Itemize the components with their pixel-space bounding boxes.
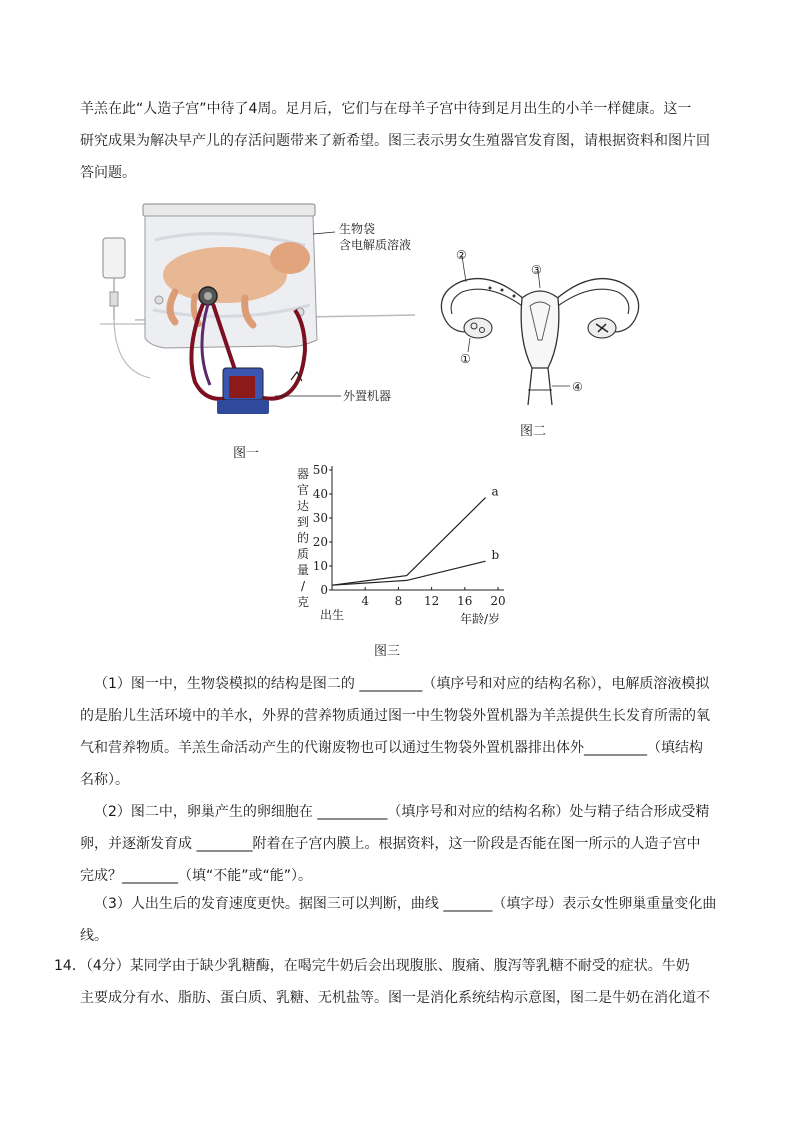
y-tick-label: 20: [312, 535, 328, 549]
x-tick-label: 12: [423, 594, 440, 608]
q2-line-1: （2）图二中，卵巢产生的卵细胞在 __________（填序号和对应的结构名称）处与精子结合形成受精: [94, 804, 710, 820]
y-tick-label: 0: [320, 583, 328, 597]
y-tick-label: 30: [312, 511, 328, 525]
intro-paragraph: [80, 93, 720, 189]
figure-3: [290, 462, 530, 662]
intro-line-1: 羊羔在此“人造子宫”中待了4周。足月后，它们与在母羊子宫中待到足月出生的小羊一样健康。这一: [80, 101, 692, 117]
series-label-b: b: [491, 548, 500, 563]
y-axis-label: 器 官 达 到 的 质 量 / 克: [296, 467, 309, 609]
intro-line-3: 答问题。: [80, 165, 136, 181]
q3-line-1: （3）人出生后的发育速度更快。据图三可以判断，曲线 _______（填字母）表示女性卵巢重量变化曲: [94, 896, 717, 912]
marker-2: ②: [456, 248, 467, 262]
series-line-a: [332, 498, 486, 586]
growth-chart: [290, 462, 530, 632]
intro-line-2: 研究成果为解决早产儿的存活问题带来了新希望。图三表示男女生殖器官发育图，请根据资料和图片回: [80, 133, 710, 149]
marker-3: ③: [531, 263, 542, 277]
figure-2-caption: 图二: [520, 424, 547, 439]
figure-2: [430, 240, 650, 440]
q2-line-2: 卵，并逐渐发育成 ________附着在子宫内膜上。根据资料，这一阶段是否能在图一所示的人造子宫中: [80, 836, 701, 852]
q3-line-2: 线。: [80, 928, 108, 944]
label-electrolyte: 含电解质溶液: [339, 238, 412, 252]
question-2: [80, 796, 720, 892]
figure-1-caption: 图一: [233, 446, 260, 461]
label-bio-bag: 生物袋: [339, 222, 376, 236]
x-tick-label: 8: [394, 594, 403, 608]
marker-4: ④: [572, 380, 583, 394]
series-label-a: a: [491, 484, 499, 499]
x-tick-label: 20: [490, 594, 506, 608]
figure-1: [95, 200, 415, 461]
y-tick-label: 50: [312, 463, 328, 477]
q1-line-2: 的是胎儿生活环境中的羊水，外界的营养物质通过图一中生物袋外置机器为羊羔提供生长发育所需的氧: [80, 708, 710, 724]
y-tick-label: 10: [312, 559, 328, 573]
q1-line-3: 气和营养物质。羊羔生命活动产生的代谢废物也可以通过生物袋外置机器排出体外_________（填结构: [80, 740, 703, 756]
question-1: [80, 668, 720, 796]
q14-line-1: 14．（4分）某同学由于缺少乳糖酶，在喝完牛奶后会出现腹胀、腹痛、腹泻等乳糖不耐受的症状。牛奶: [54, 958, 690, 974]
y-tick-label: 40: [312, 487, 328, 501]
x-tick-label: 16: [457, 594, 473, 608]
question-14: [54, 950, 720, 1014]
label-external-machine: 外置机器: [343, 389, 392, 403]
q2-line-3: 完成？________（填“不能”或“能”）。: [80, 868, 313, 884]
x-tick-label: 4: [361, 594, 370, 608]
q1-line-4: 名称）。: [80, 772, 129, 788]
origin-label: 出生: [320, 608, 345, 622]
marker-1: ①: [460, 352, 471, 366]
q14-line-2: 主要成分有水、脂肪、蛋白质、乳糖、无机盐等。图一是消化系统结构示意图，图二是牛奶在消化道不: [80, 990, 710, 1006]
q1-line-1: （1）图一中，生物袋模拟的结构是图二的 _________（填序号和对应的结构名称），电解质溶液模拟: [94, 676, 710, 692]
question-3: [80, 888, 720, 952]
x-axis-label: 年龄/岁: [460, 612, 501, 626]
figure-3-caption: 图三: [374, 644, 401, 659]
